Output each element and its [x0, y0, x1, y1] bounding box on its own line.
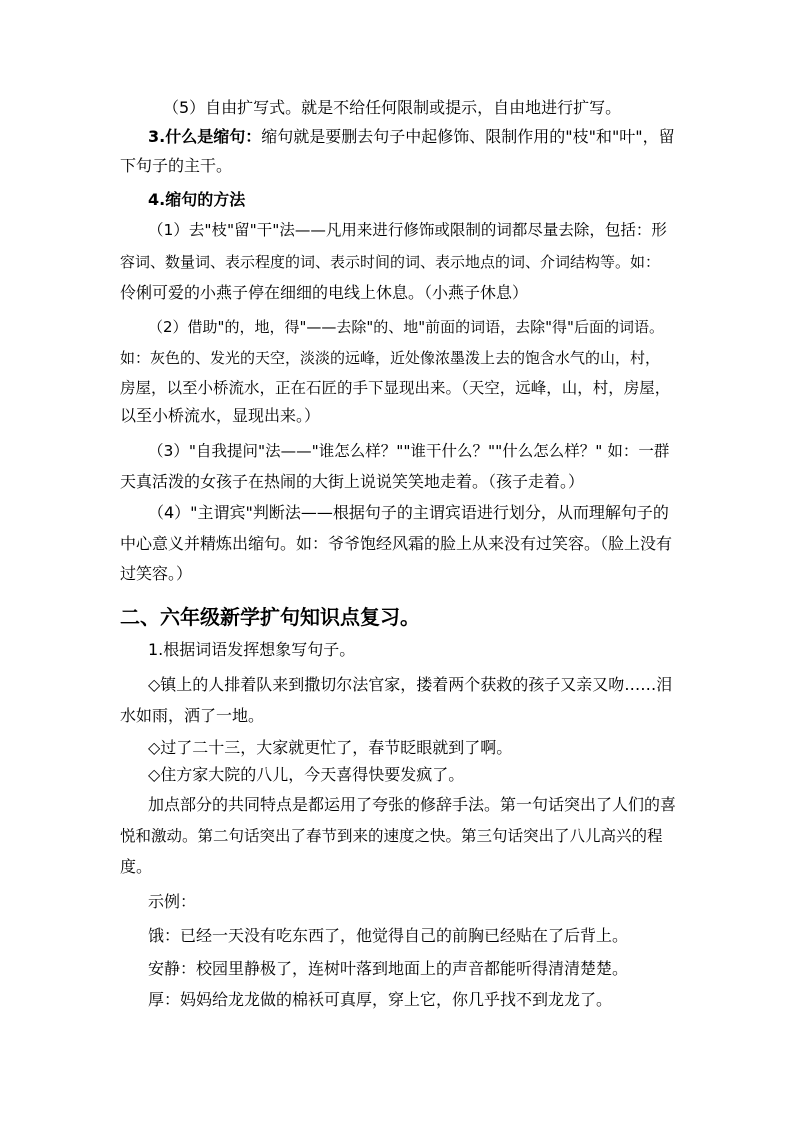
explanation-line2: 悦和激动。第二句话突出了春节到来的速度之快。第三句话突出了八儿高兴的程 — [120, 827, 663, 845]
example-hungry: 饿：已经一天没有吃东西了，他觉得自己的前胸已经贴在了后背上。 — [148, 926, 629, 945]
method-2-line2: 如：灰色的、发光的天空，淡淡的远峰，近处像浓墨泼上去的饱含水气的山，村， — [120, 349, 661, 367]
q3-text: 缩句就是要删去句子中起修饰、限制作用的"枝"和"叶"，留 — [261, 127, 675, 146]
examples-heading: 示例： — [148, 892, 197, 911]
method-4-line3: 过笑容。） — [120, 564, 193, 583]
method-4-line1: （4）"主谓宾"判断法——根据句子的主谓宾语进行划分，从而理解句子的 — [148, 503, 669, 522]
method-2-line4: 以至小桥流水，显现出来。） — [120, 406, 321, 425]
example-sentence-2: ◇过了二十三，大家就更忙了，春节眨眼就到了啊。 — [148, 738, 513, 757]
method-5-text: （5）自由扩写式。就是不给任何限制或提示，自由地进行扩写。 — [163, 98, 622, 117]
method-1-line3: 伶俐可爱的小燕子停在细细的电线上休息。（小燕子休息） — [120, 283, 529, 302]
q3-paragraph-line1 — [148, 127, 675, 147]
method-4-line2: 中心意义并精炼出缩句。如：爷爷饱经风霜的脸上从来没有过笑容。（脸上没有 — [120, 534, 673, 553]
section-2-title: 二、六年级新学扩句知识点复习。 — [120, 605, 420, 629]
q3-heading: 3.什么是缩句： — [148, 127, 262, 146]
explanation-line3: 度。 — [120, 857, 153, 876]
method-3-line1: （3）"自我提问"法——"谁怎么样？""谁干什么？""什么怎么样？" 如：一群 — [148, 442, 670, 460]
method-2-line3: 房屋，以至小桥流水，正在石匠的手下显现出来。（天空，远峰，山，村，房屋， — [120, 379, 671, 397]
method-3-line2: 天真活泼的女孩子在热闹的大街上说说笑笑地走着。（孩子走着。） — [120, 472, 585, 491]
example-quiet: 安静：校园里静极了，连树叶落到地面上的声音都能听得清清楚楚。 — [148, 959, 629, 978]
method-2-line1: （2）借助"的，地，得"——去除"的、地"前面的词语，去除"得"后面的词语。 — [148, 318, 664, 336]
q4-heading: 4.缩句的方法 — [148, 190, 246, 209]
section-2-item-1: 1.根据词语发挥想象写句子。 — [148, 640, 356, 659]
example-sentence-3: ◇住方家大院的八儿，今天喜得快要发疯了。 — [148, 765, 465, 784]
explanation-line1: 加点部分的共同特点是都运用了夸张的修辞手法。第一句话突出了人们的喜 — [148, 795, 677, 814]
method-1-line1: （1）去"枝"留"干"法——凡用来进行修饰或限制的词都尽量去除，包括：形 — [148, 221, 667, 239]
example-sentence-1-line2: 水如雨，洒了一地。 — [120, 706, 265, 725]
example-sentence-1-line1: ◇镇上的人排着队来到撒切尔法官家，搂着两个获救的孩子又亲又吻……泪 — [148, 675, 673, 694]
example-thick: 厚：妈妈给龙龙做的棉袄可真厚，穿上它，你几乎找不到龙龙了。 — [148, 990, 613, 1009]
q3-paragraph-line2: 下句子的主干。 — [120, 156, 233, 175]
method-1-line2: 容词、数量词、表示程度的词、表示时间的词、表示地点的词、介词结构等。如： — [120, 253, 661, 271]
